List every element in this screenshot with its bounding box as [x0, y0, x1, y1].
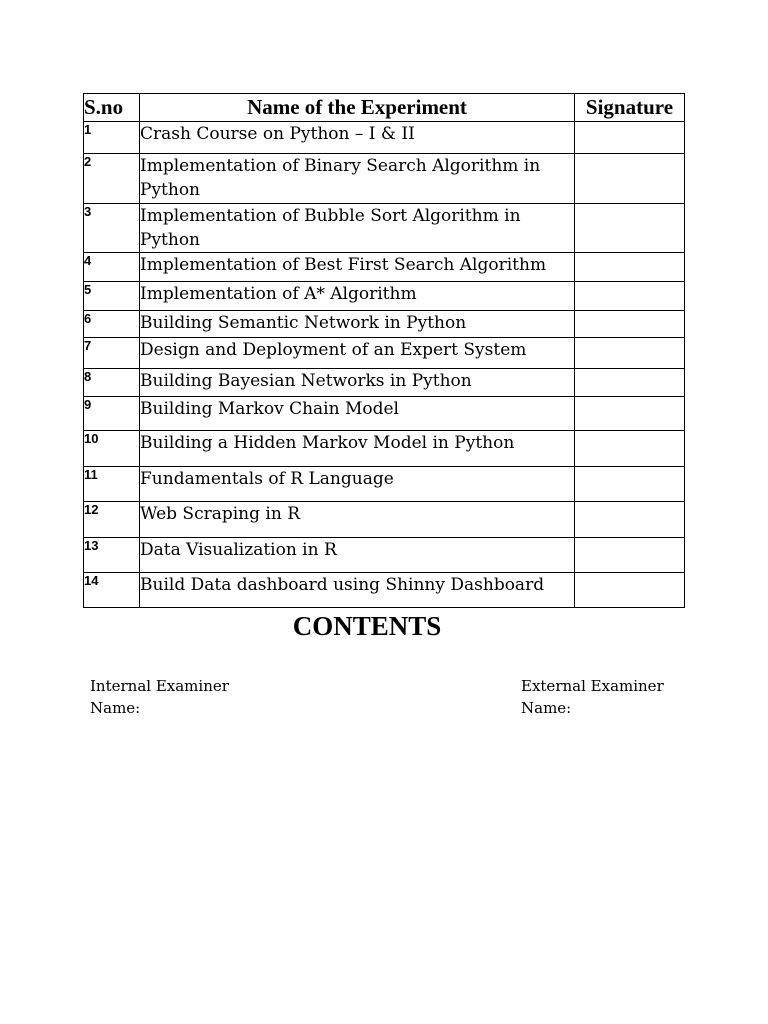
row-signature [575, 573, 685, 608]
row-signature [575, 253, 685, 282]
row-experiment-name: Data Visualization in R [140, 538, 575, 573]
contents-table [83, 93, 685, 608]
row-experiment-name: Implementation of Binary Search Algorithm in Python [140, 154, 575, 204]
table-row [84, 431, 685, 467]
external-examiner-block [521, 675, 664, 719]
header-signature: Signature [575, 94, 685, 122]
internal-examiner-title: Internal Examiner [90, 677, 229, 695]
row-experiment-name: Web Scraping in R [140, 502, 575, 538]
external-examiner-name-label: Name: [521, 699, 572, 717]
table-row [84, 338, 685, 369]
row-experiment-name: Implementation of Bubble Sort Algorithm in Python [140, 204, 575, 253]
row-experiment-name: Building Markov Chain Model [140, 397, 575, 431]
row-experiment-name: Build Data dashboard using Shinny Dashboard [140, 573, 575, 608]
row-experiment-name: Design and Deployment of an Expert System [140, 338, 575, 369]
row-experiment-name: Implementation of A* Algorithm [140, 282, 575, 311]
row-sno: 4 [84, 253, 140, 282]
row-sno: 9 [84, 397, 140, 431]
row-signature [575, 397, 685, 431]
row-signature [575, 154, 685, 204]
header-sno: S.no [84, 94, 140, 122]
table-row [84, 369, 685, 397]
row-experiment-name: Fundamentals of R Language [140, 467, 575, 502]
row-experiment-name: Building Semantic Network in Python [140, 311, 575, 338]
table-row [84, 538, 685, 573]
internal-examiner-name-label: Name: [90, 699, 141, 717]
external-examiner-title: External Examiner [521, 677, 664, 695]
row-signature [575, 502, 685, 538]
row-signature [575, 431, 685, 467]
table-row [84, 311, 685, 338]
row-sno: 6 [84, 311, 140, 338]
row-sno: 1 [84, 122, 140, 154]
row-sno: 10 [84, 431, 140, 467]
row-sno: 3 [84, 204, 140, 253]
row-signature [575, 204, 685, 253]
row-experiment-name: Building a Hidden Markov Model in Python [140, 431, 575, 467]
row-signature [575, 311, 685, 338]
row-signature [575, 122, 685, 154]
row-signature [575, 467, 685, 502]
row-experiment-name: Crash Course on Python – I & II [140, 122, 575, 154]
table-row [84, 253, 685, 282]
row-sno: 5 [84, 282, 140, 311]
row-experiment-name: Building Bayesian Networks in Python [140, 369, 575, 397]
table-row [84, 573, 685, 608]
row-signature [575, 369, 685, 397]
row-signature [575, 538, 685, 573]
row-sno: 12 [84, 502, 140, 538]
row-sno: 8 [84, 369, 140, 397]
table-row [84, 154, 685, 204]
table-row [84, 204, 685, 253]
table-header-row [84, 94, 685, 122]
header-experiment-name: Name of the Experiment [140, 94, 575, 122]
table-row [84, 467, 685, 502]
row-sno: 14 [84, 573, 140, 608]
contents-heading: CONTENTS [292, 611, 442, 641]
table-row [84, 502, 685, 538]
row-sno: 2 [84, 154, 140, 204]
row-sno: 13 [84, 538, 140, 573]
row-sno: 11 [84, 467, 140, 502]
table-row [84, 282, 685, 311]
row-experiment-name: Implementation of Best First Search Algorithm [140, 253, 575, 282]
row-sno: 7 [84, 338, 140, 369]
row-signature [575, 338, 685, 369]
internal-examiner-block [90, 675, 229, 719]
table-row [84, 122, 685, 154]
row-signature [575, 282, 685, 311]
table-row [84, 397, 685, 431]
